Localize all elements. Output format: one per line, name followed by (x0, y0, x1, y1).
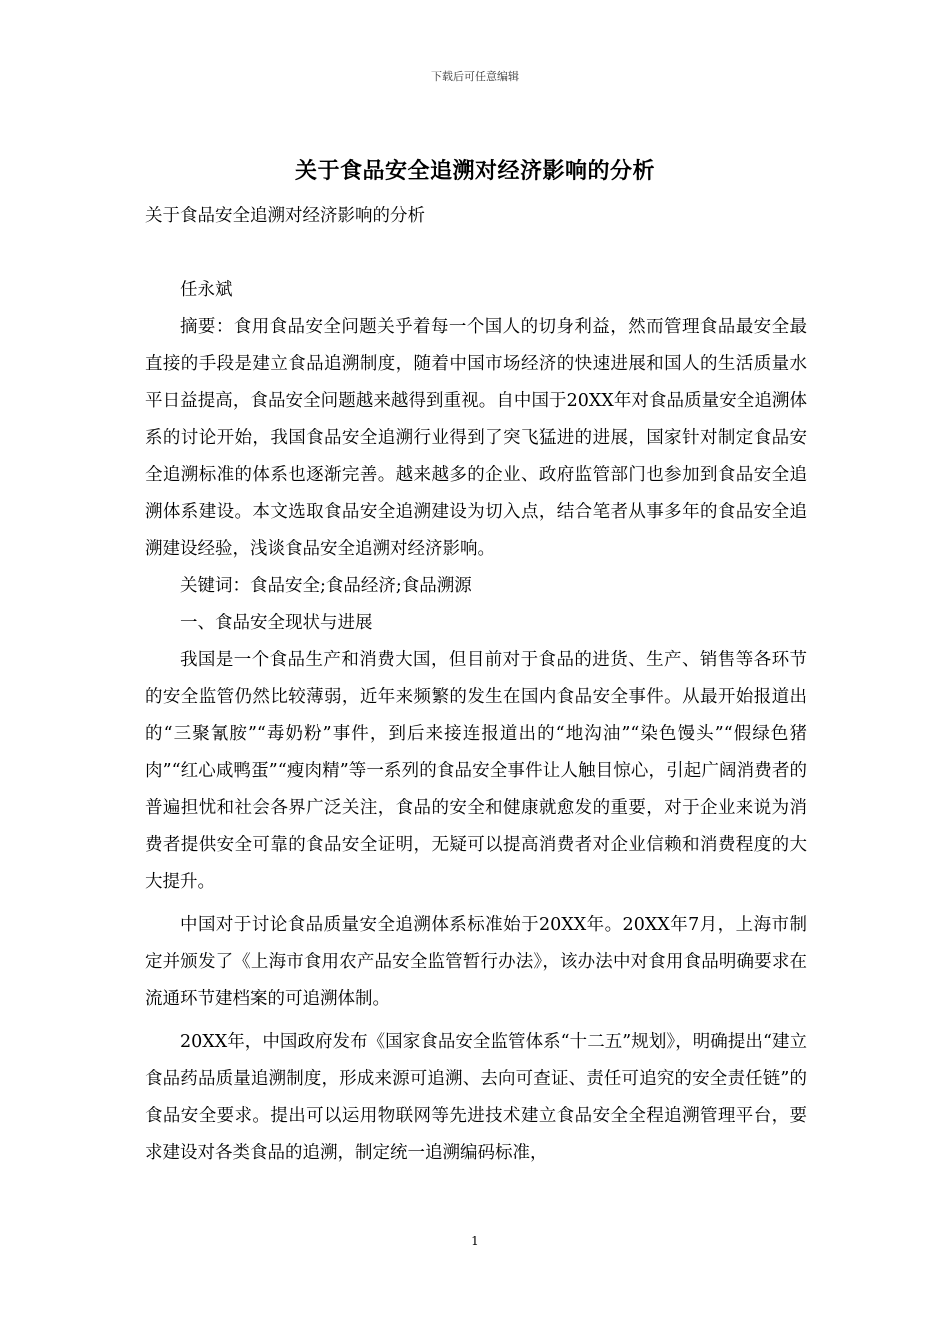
body-paragraph: 20XX年，中国政府发布《国家食品安全监管体系“十二五”规划》，明确提出“建立食品药品质量追溯制度，形成来源可追溯、去向可查证、责任可追究的安全责任链”的食品安全要求。提出可以运用物联网等先进技术建立食品安全全程追溯管理平台，要求建设对各类食品的追溯，制定统一追溯编码标准， (145, 1032, 807, 1163)
document-title: 关于食品安全追溯对经济影响的分析 (294, 158, 655, 184)
section-heading: 一、食品安全现状与进展 (180, 613, 373, 633)
body-paragraph: 我国是一个食品生产和消费大国，但目前对于食品的进货、生产、销售等各环节的安全监管仍然比较薄弱，近年来频繁的发生在国内食品安全事件。从最开始报道出的“三聚氰胺”“毒奶粉”事件，到后来接连报道出的“地沟油”“染色馒头”“假绿色猪肉”“红心咸鸭蛋”“瘦肉精”等一系列的食品安全事件让人触目惊心，引起广阔消费者的普遍担忧和社会各界广泛关注，食品的安全和健康就愈发的重要，对于企业来说为消费者提供安全可靠的食品安全证明，无疑可以提高消费者对企业信赖和消费程度的大大提升。 (145, 650, 807, 892)
author-name: 任永斌 (180, 280, 233, 300)
document-subtitle: 关于食品安全追溯对经济影响的分析 (145, 206, 425, 226)
body-paragraph: 中国对于讨论食品质量安全追溯体系标准始于20XX年。20XX年7月，上海市制定并颁发了《上海市食用农产品安全监管暂行办法》，该办法中对食用食品明确要求在流通环节建档案的可追溯体制。 (145, 915, 807, 1009)
keywords-line: 关键词：食品安全;食品经济;食品溯源 (180, 576, 472, 596)
abstract-paragraph: 摘要：食用食品安全问题关乎着每一个国人的切身利益，然而管理食品最安全最直接的手段是建立食品追溯制度，随着中国市场经济的快速进展和国人的生活质量水平日益提高，食品安全问题越来越得到重视。自中国于20XX年对食品质量安全追溯体系的讨论开始，我国食品安全追溯行业得到了突飞猛进的进展，国家针对制定食品安全追溯标准的体系也逐渐完善。越来越多的企业、政府监管部门也参加到食品安全追溯体系建设。本文选取食品安全追溯建设为切入点，结合笔者从事多年的食品安全追溯建设经验，浅谈食品安全追溯对经济影响。 (145, 317, 807, 559)
document-body (145, 198, 807, 1172)
page-number: 1 (471, 1234, 479, 1248)
header-note: 下载后可任意编辑 (431, 70, 519, 83)
